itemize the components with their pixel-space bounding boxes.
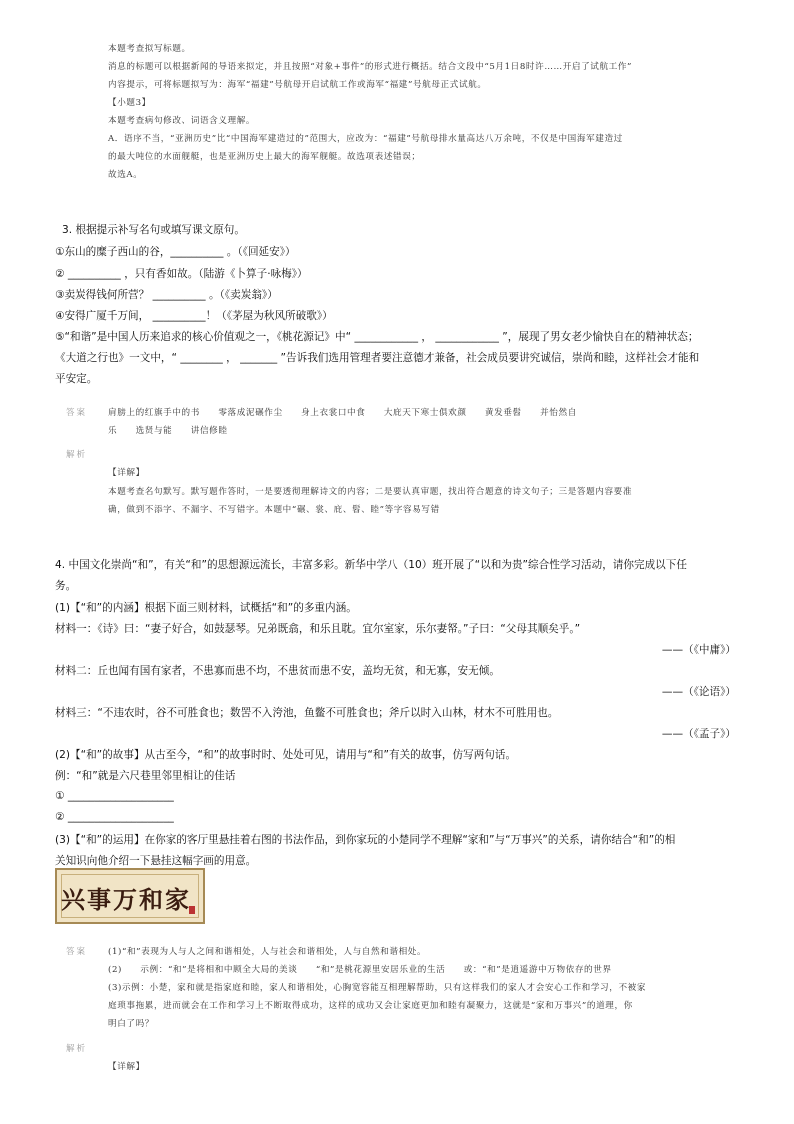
q4-material-3-source: ——（《孟子》） — [661, 728, 736, 740]
q4-answer-label: 答案 — [66, 947, 88, 957]
q3-analysis-line-1: 【详解】 — [108, 468, 145, 478]
q3-item-6: 《大道之行也》一文中，“ ________ ， _______ ”告诉我们选用管理者要注意德才兼备，社会成员要讲究诚信，崇尚和睦，这样社会才能和 — [55, 352, 700, 364]
q4-sub2: (2)【“和”的故事】从古至今，“和”的故事时时、处处可见，请用与“和”有关的故事，仿写两句话。 — [55, 749, 517, 761]
q4-blank-1: ① ____________________ — [55, 790, 174, 802]
q4-answer-line-1: (1)“和”表现为人与人之间和谐相处，人与社会和谐相处，人与自然和谐相处。 — [108, 947, 427, 957]
q3-analysis-label: 解析 — [66, 450, 88, 460]
seal-stamp-icon — [189, 906, 195, 914]
calligraphy-char-1: 家 — [165, 885, 189, 914]
q3-analysis-line-3: 确，做到不添字、不漏字、不写错字。本题中“碾、裳、庇、髫、睦”等字容易写错 — [108, 505, 440, 515]
calligraphy-image — [55, 868, 205, 924]
q4-title-line-1: 4. 中国文化崇尚“和”，有关“和”的思想源远流长，丰富多彩。新华中学八（10）班开展了“以和为贵”综合性学习活动，请你完成以下任 — [55, 559, 687, 571]
q4-sub1: (1)【“和”的内涵】根据下面三则材料，试概括“和”的多重内涵。 — [55, 602, 357, 614]
q3-item-7: 平安定。 — [55, 373, 98, 385]
q3-item-3: ③卖炭得钱何所营？ __________ 。（《卖炭翁》） — [55, 289, 278, 301]
q3-analysis-line-2: 本题考查名句默写。默写题作答时，一是要透彻理解诗文的内容；二是要认真审题，找出符合题意的诗文句子；三是答题内容要准 — [108, 487, 633, 497]
explain-line-6: A．语序不当，“亚洲历史”比“中国海军建造过的”范围大，应改为：“福建”号航母排水量高达八万余吨，不仅是中国海军建造过 — [108, 134, 623, 144]
q3-item-5: ⑤“和谐”是中国人历来追求的核心价值观之一，《桃花源记》中“ ____________ ， ____________ ”，展现了男女老少愉快自在的精神状态； — [55, 331, 699, 343]
q3-item-2: ② __________ ，只有香如故。（陆游《卜算子·咏梅》） — [55, 268, 308, 280]
q3-answer-line-2: 乐 选贤与能 讲信修睦 — [108, 426, 228, 436]
explain-line-3: 内容提示，可将标题拟写为：海军“福建”号航母开启试航工作或海军“福建”号航母正式试航。 — [108, 80, 487, 90]
q4-blank-2: ② ____________________ — [55, 811, 174, 823]
q3-answer-label: 答案 — [66, 408, 88, 418]
q4-answer-line-2: (2) 示例：“和”是将相和中顾全大局的美谈 “和”是桃花源里安居乐业的生活 或：“和”是逍遥游中万物依存的世界 — [108, 965, 612, 975]
calligraphy-char-4: 事 — [87, 885, 111, 914]
q3-answer-line-1: 肩膀上的红旗手中的书 零落成泥碾作尘 身上衣裳口中食 大庇天下寒士俱欢颜 黄发垂髫 并怡然自 — [108, 408, 577, 418]
q4-material-2-source: ——（《论语》） — [661, 686, 736, 698]
q4-answer-line-3: (3)示例：小楚，家和就是指家庭和睦，家人和谐相处，心胸宽容能互相理解帮助，只有这样我们的家人才会安心工作和学习，不被家 — [108, 983, 647, 993]
calligraphy-char-2: 和 — [139, 885, 163, 914]
q4-answer-line-4: 庭琐事拖累，进而就会在工作和学习上不断取得成功，这样的成功又会让家庭更加和睦有凝聚力，这就是“家和万事兴”的道理，你 — [108, 1001, 633, 1011]
q4-analysis-line-1: 【详解】 — [108, 1062, 145, 1072]
q4-answer-line-5: 明白了吗？ — [108, 1019, 154, 1029]
q4-title-line-2: 务。 — [55, 580, 77, 592]
explain-line-1: 本题考查拟写标题。 — [108, 44, 191, 54]
explain-line-8: 故选A。 — [108, 170, 143, 180]
explain-line-4: 【小题3】 — [108, 98, 151, 108]
q4-analysis-label: 解析 — [66, 1044, 88, 1054]
explain-line-7: 的最大吨位的水面舰艇，也是亚洲历史上最大的海军舰艇。故选项表述错误； — [108, 152, 421, 162]
q3-item-1: ①东山的糜子西山的谷，__________ 。（《回延安》） — [55, 246, 296, 258]
q3-item-4: ④安得广厦千万间， __________！（《茅屋为秋风所破歌》） — [55, 310, 333, 322]
q4-sub3-line-1: (3)【“和”的运用】在你家的客厅里悬挂着右图的书法作品，到你家玩的小楚同学不理解“家和”与“万事兴”的关系，请你结合“和”的相 — [55, 834, 676, 846]
q3-title: 3. 根据提示补写名句或填写课文原句。 — [62, 224, 245, 236]
calligraphy-char-3: 万 — [113, 885, 137, 914]
q4-material-3: 材料三：“不违农时，谷不可胜食也；数罟不入洿池，鱼鳖不可胜食也；斧斤以时入山林，材木不可胜用也。 — [55, 707, 559, 719]
q4-material-1: 材料一：《诗》曰：“妻子好合，如鼓瑟琴。兄弟既翕，和乐且耽。宜尔室家，乐尔妻帑。”子曰：“父母其顺矣乎。” — [55, 623, 581, 635]
q4-material-2: 材料二：丘也闻有国有家者，不患寡而患不均，不患贫而患不安，盖均无贫，和无寡，安无倾。 — [55, 665, 500, 677]
q4-material-1-source: ——（《中庸》） — [661, 644, 736, 656]
q4-example: 例：“和”就是六尺巷里邻里相让的佳话 — [55, 770, 236, 782]
explain-line-5: 本题考查病句修改、词语含义理解。 — [108, 116, 256, 126]
q4-sub3-line-2: 关知识向他介绍一下悬挂这幅字画的用意。 — [55, 855, 257, 867]
explain-line-2: 消息的标题可以根据新闻的导语来拟定，并且按照“对象+事件”的形式进行概括。结合文段中“5月1日8时许……开启了试航工作” — [108, 62, 633, 72]
calligraphy-char-5: 兴 — [61, 885, 85, 914]
